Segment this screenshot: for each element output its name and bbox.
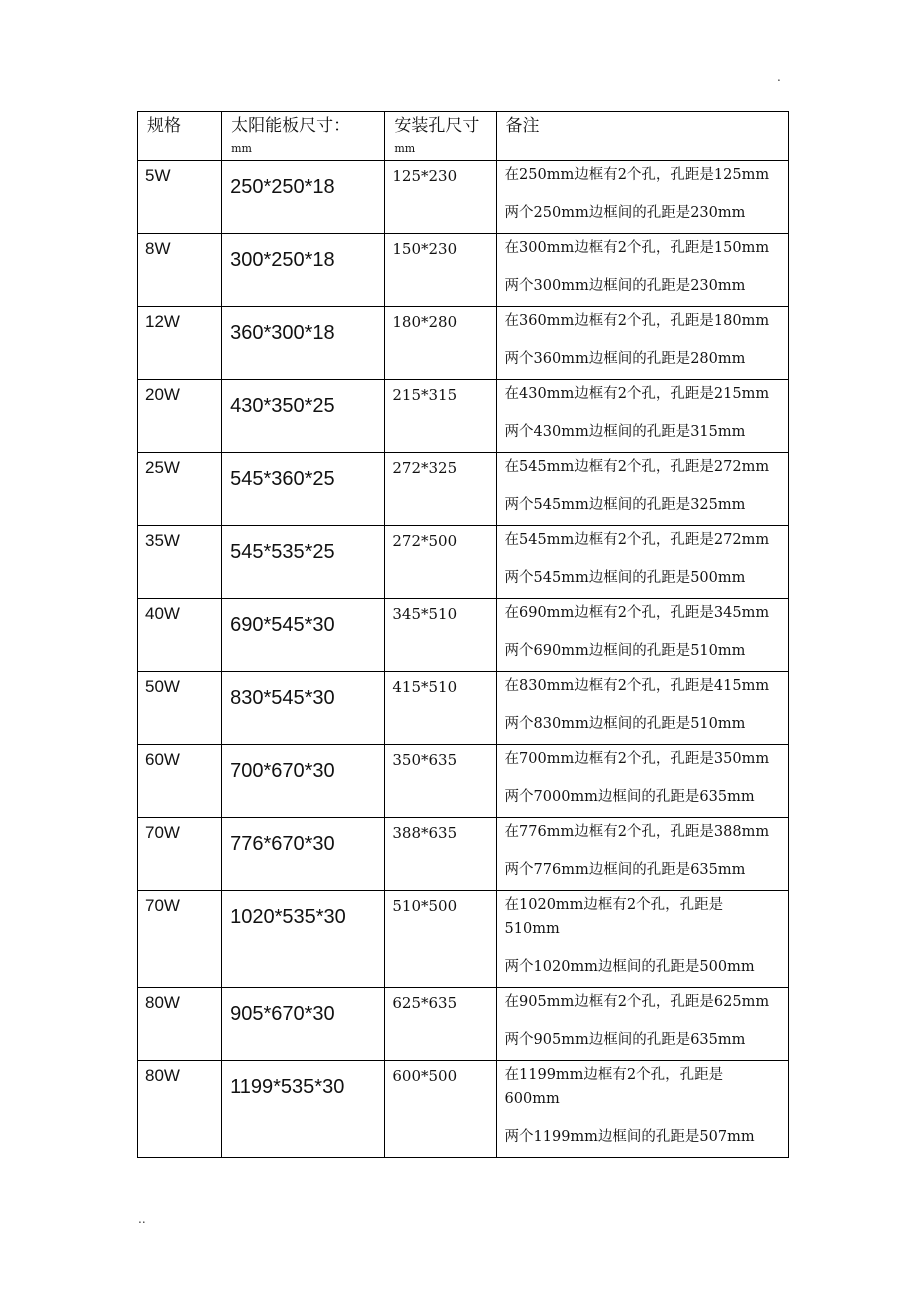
note-cell: 在776mm边框有2个孔，孔距是388mm 两个776mm边框间的孔距是635mm xyxy=(496,818,788,891)
note-cell: 在545mm边框有2个孔，孔距是272mm 两个545mm边框间的孔距是500mm xyxy=(496,526,788,599)
hole-size-cell: 415*510 xyxy=(385,672,496,745)
table-row xyxy=(138,526,789,599)
table-row xyxy=(138,891,789,988)
panel-size-cell: 430*350*25 xyxy=(222,380,385,453)
panel-size-cell: 545*360*25 xyxy=(222,453,385,526)
hole-size-cell: 350*635 xyxy=(385,745,496,818)
note-cell: 在545mm边框有2个孔，孔距是272mm 两个545mm边框间的孔距是325mm xyxy=(496,453,788,526)
header-spec: 规格 xyxy=(138,112,222,161)
bottom-mark: .. xyxy=(138,1212,146,1226)
hole-size-cell: 388*635 xyxy=(385,818,496,891)
panel-size-cell: 776*670*30 xyxy=(222,818,385,891)
spec-cell: 50W xyxy=(138,672,222,745)
spec-cell: 5W xyxy=(138,161,222,234)
hole-size-cell: 180*280 xyxy=(385,307,496,380)
table-row xyxy=(138,234,789,307)
note-cell: 在1199mm边框有2个孔，孔距是 600mm 两个1199mm边框间的孔距是507mm xyxy=(496,1061,788,1158)
spec-cell: 70W xyxy=(138,818,222,891)
note-cell: 在1020mm边框有2个孔，孔距是 510mm 两个1020mm边框间的孔距是500mm xyxy=(496,891,788,988)
panel-size-cell: 690*545*30 xyxy=(222,599,385,672)
spec-cell: 80W xyxy=(138,1061,222,1158)
panel-size-cell: 545*535*25 xyxy=(222,526,385,599)
spec-cell: 12W xyxy=(138,307,222,380)
spec-cell: 20W xyxy=(138,380,222,453)
note-cell: 在690mm边框有2个孔，孔距是345mm 两个690mm边框间的孔距是510mm xyxy=(496,599,788,672)
hole-size-cell: 510*500 xyxy=(385,891,496,988)
panel-size-cell: 1020*535*30 xyxy=(222,891,385,988)
hole-size-cell: 272*500 xyxy=(385,526,496,599)
table-row xyxy=(138,380,789,453)
panel-size-cell: 250*250*18 xyxy=(222,161,385,234)
note-cell: 在360mm边框有2个孔，孔距是180mm 两个360mm边框间的孔距是280mm xyxy=(496,307,788,380)
spec-cell: 25W xyxy=(138,453,222,526)
header-note: 备注 xyxy=(496,112,788,161)
table-row xyxy=(138,745,789,818)
note-cell: 在300mm边框有2个孔，孔距是150mm 两个300mm边框间的孔距是230mm xyxy=(496,234,788,307)
table-row xyxy=(138,453,789,526)
note-cell: 在830mm边框有2个孔，孔距是415mm 两个830mm边框间的孔距是510mm xyxy=(496,672,788,745)
hole-size-cell: 215*315 xyxy=(385,380,496,453)
panel-size-cell: 1199*535*30 xyxy=(222,1061,385,1158)
spec-cell: 35W xyxy=(138,526,222,599)
top-mark: . xyxy=(777,70,781,84)
note-cell: 在250mm边框有2个孔，孔距是125mm 两个250mm边框间的孔距是230mm xyxy=(496,161,788,234)
hole-size-cell: 625*635 xyxy=(385,988,496,1061)
spec-cell: 80W xyxy=(138,988,222,1061)
table-row xyxy=(138,988,789,1061)
hole-size-cell: 125*230 xyxy=(385,161,496,234)
table-row xyxy=(138,1061,789,1158)
hole-size-cell: 600*500 xyxy=(385,1061,496,1158)
hole-size-cell: 345*510 xyxy=(385,599,496,672)
table-row xyxy=(138,672,789,745)
header-panel-size: 太阳能板尺寸： mm xyxy=(222,112,385,161)
spec-cell: 40W xyxy=(138,599,222,672)
note-cell: 在905mm边框有2个孔，孔距是625mm 两个905mm边框间的孔距是635mm xyxy=(496,988,788,1061)
table-row xyxy=(138,307,789,380)
spec-cell: 60W xyxy=(138,745,222,818)
table-row xyxy=(138,818,789,891)
panel-size-cell: 830*545*30 xyxy=(222,672,385,745)
note-cell: 在700mm边框有2个孔，孔距是350mm 两个7000mm边框间的孔距是635mm xyxy=(496,745,788,818)
panel-size-cell: 700*670*30 xyxy=(222,745,385,818)
table-row xyxy=(138,161,789,234)
note-cell: 在430mm边框有2个孔，孔距是215mm 两个430mm边框间的孔距是315mm xyxy=(496,380,788,453)
spec-cell: 8W xyxy=(138,234,222,307)
spec-table xyxy=(137,111,789,1158)
panel-size-cell: 300*250*18 xyxy=(222,234,385,307)
panel-size-cell: 905*670*30 xyxy=(222,988,385,1061)
table-row xyxy=(138,599,789,672)
header-hole-size: 安装孔尺寸 mm xyxy=(385,112,496,161)
spec-cell: 70W xyxy=(138,891,222,988)
panel-size-cell: 360*300*18 xyxy=(222,307,385,380)
hole-size-cell: 272*325 xyxy=(385,453,496,526)
table-header-row xyxy=(138,112,789,161)
hole-size-cell: 150*230 xyxy=(385,234,496,307)
